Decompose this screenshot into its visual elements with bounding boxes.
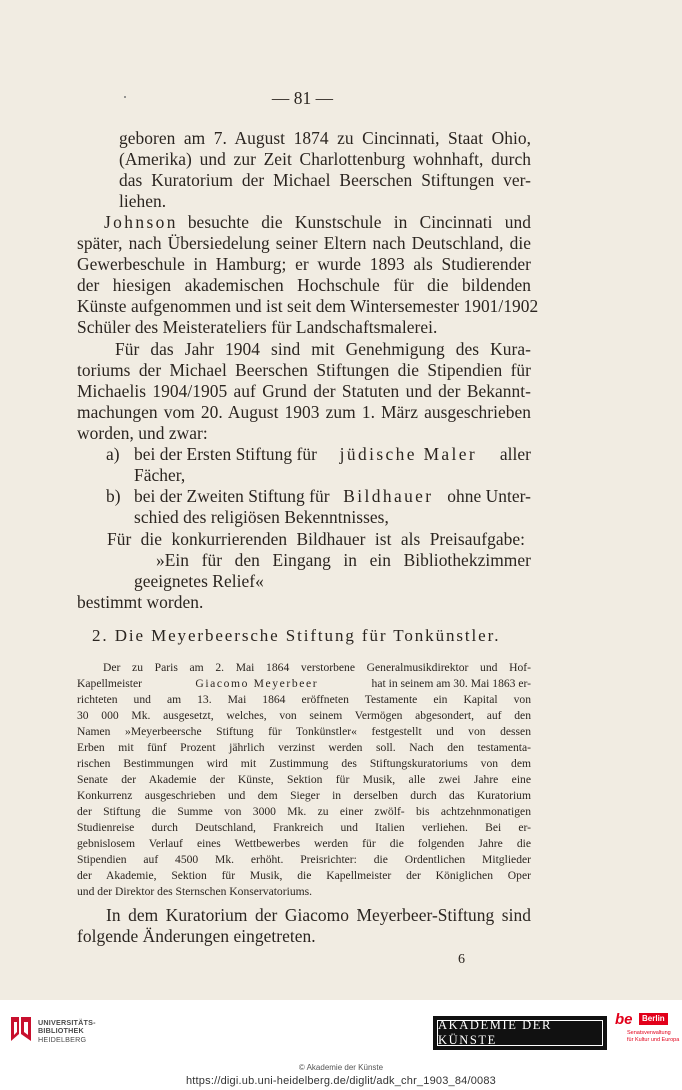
ub-emblem-icon [8, 1014, 34, 1044]
copyright-credit: © Akademie der Künste [298, 1063, 384, 1072]
text-line: toriums der Michael Beerschen Stiftungen die Stipendien für [77, 360, 531, 380]
ub-logo-line: BIBLIOTHEK [38, 1026, 84, 1036]
small-line: Namen »Meyerbeersche Stiftung für Tonkünstler« festgestellt und von dessen [77, 725, 531, 738]
viewer-footer [0, 1000, 682, 1090]
text-line: bestimmt worden. [77, 592, 204, 612]
ub-heidelberg-logo[interactable] [8, 1012, 96, 1046]
signature-mark: 6 [458, 952, 465, 967]
text-span: hat in seinem am 30. Mai 1863 er- [371, 677, 531, 690]
ub-logo-line: UNIVERSITÄTS- [38, 1018, 96, 1027]
small-line: der Stiftung die Summe von 3000 Mk. zu einer zwölf- bis achtzehnmonatigen [77, 805, 531, 818]
small-line: Konkurrenz ausgeschrieben und dem Sieger in derselben durch das Kuratorium [77, 789, 531, 802]
text-line: Gewerbeschule in Hamburg; er wurde 1893 als Studierender [77, 254, 531, 274]
be-mark: be [615, 1011, 633, 1028]
small-line: Der zu Paris am 2. Mai 1864 verstorbene Generalmusikdirektor und Hof- [103, 661, 531, 674]
list-text [134, 486, 531, 507]
berlin-senate-logo[interactable] [615, 1011, 680, 1048]
text-line [104, 212, 531, 233]
line-rest: besuchte die Kunstschule in Cincinnati und [187, 212, 531, 232]
text-line: (Amerika) und zur Zeit Charlottenburg wohnhaft, durch [119, 149, 531, 169]
text-line: Schüler des Meisterateliers für Landschaftsmalerei. [77, 317, 438, 337]
small-line: rischen Bestimmungen wird mit Zustimmung des Stiftungskuratoriums von dem [77, 757, 531, 770]
small-line: Erben mit fünf Prozent jährlich verzinst werden soll. Nach den testamenta- [77, 741, 531, 754]
text-span: bei der Ersten Stiftung für [134, 444, 317, 464]
text-line: folgende Änderungen eingetreten. [77, 926, 316, 946]
spaced-text: jüdische Maler [339, 444, 478, 464]
text-line: In dem Kuratorium der Giacomo Meyerbeer-Stiftung sind [106, 905, 531, 925]
ub-logo-line: HEIDELBERG [38, 1034, 87, 1044]
list-item-a [106, 444, 531, 465]
ub-logo-text [38, 1019, 96, 1044]
list-text [134, 444, 531, 465]
quote-line: »Ein für den Eingang in ein Bibliothekzimmer [156, 550, 531, 570]
small-line: 30 000 Mk. ausgesetzt, welches, von seinem Vermögen abgesondert, auf den [77, 709, 531, 722]
spaced-name: Giacomo Meyerbeer [195, 677, 319, 690]
small-line: und der Direktor des Sternschen Konservatoriums. [77, 885, 313, 898]
text-span: Kapellmeister [77, 677, 143, 690]
text-span: aller [499, 444, 531, 464]
list-label: a) [106, 444, 120, 464]
text-span: ohne Unter- [447, 486, 531, 506]
small-line: Studienreise durch Deutschland, Frankreich und Italien verliehen. Bei er- [77, 821, 531, 834]
small-line: der Akademie, Sektion für Musik, die Kapellmeister der Königlichen Oper [77, 869, 531, 882]
permalink-url[interactable]: https://digi.ub.uni-heidelberg.de/diglit/adk_chr_1903_84/0083 [185, 1075, 497, 1087]
page-header: — 81 — [271, 88, 334, 108]
quote-line: geeignetes Relief« [134, 571, 264, 591]
text-line: liehen. [119, 191, 167, 211]
section-heading: 2. Die Meyerbeersche Stiftung für Tonkünstler. [92, 626, 501, 645]
text-line: Fächer, [134, 465, 186, 485]
text-line: machungen vom 20. August 1903 zum 1. März ausgeschrieben [77, 402, 531, 422]
akademie-label: AKADEMIE DER KÜNSTE [437, 1020, 603, 1046]
text-line: Michaelis 1904/1905 auf Grund der Statuten und der Bekannt- [77, 381, 531, 401]
text-span: bei der Zweiten Stiftung für [134, 486, 330, 506]
small-line: richteten und am 13. Mai 1864 eröffneten Testamente ein Kapital von [77, 693, 531, 706]
text-line: worden, und zwar: [77, 423, 208, 443]
small-line: Senate der Akademie der Künste, Sektion für Musik, alle zwei Jahre eine [77, 773, 531, 786]
small-line: gebnislosem Verlauf eines Wettbewerbes werden für die folgenden Jahre die [77, 837, 531, 850]
ink-speck [124, 96, 126, 98]
list-label: b) [106, 486, 121, 506]
text-line: das Kuratorium der Michael Beerschen Stiftungen ver- [119, 170, 531, 190]
text-line: der hiesigen akademischen Hochschule für die bildenden [77, 275, 531, 295]
akademie-der-kuenste-logo[interactable] [433, 1016, 607, 1050]
list-item-b [106, 486, 531, 507]
berlin-badge: Berlin [639, 1013, 668, 1025]
spaced-name: Johnson [104, 212, 178, 232]
text-line: schied des religiösen Bekenntnisses, [134, 507, 389, 527]
text-line: geboren am 7. August 1874 zu Cincinnati, Staat Ohio, [119, 128, 531, 148]
text-line: Für die konkurrierenden Bildhauer ist als Preisaufgabe: [107, 529, 525, 549]
small-line: Stipendien auf 4500 Mk. erhöht. Preisrichter: die Ordentlichen Mitglieder [77, 853, 531, 866]
berlin-sub-line: Senatsverwaltung [627, 1030, 671, 1036]
small-line [77, 676, 531, 692]
berlin-sub-line: für Kultur und Europa [627, 1036, 680, 1043]
spaced-text: Bildhauer [343, 486, 434, 506]
text-line: Künste aufgenommen und ist seit dem Wintersemester 1901/1902 [77, 296, 539, 316]
text-line: später, nach Übersiedelung seiner Eltern nach Deutschland, die [77, 233, 531, 253]
berlin-sub [627, 1030, 679, 1043]
text-line: Für das Jahr 1904 sind mit Genehmigung des Kura- [115, 339, 531, 359]
